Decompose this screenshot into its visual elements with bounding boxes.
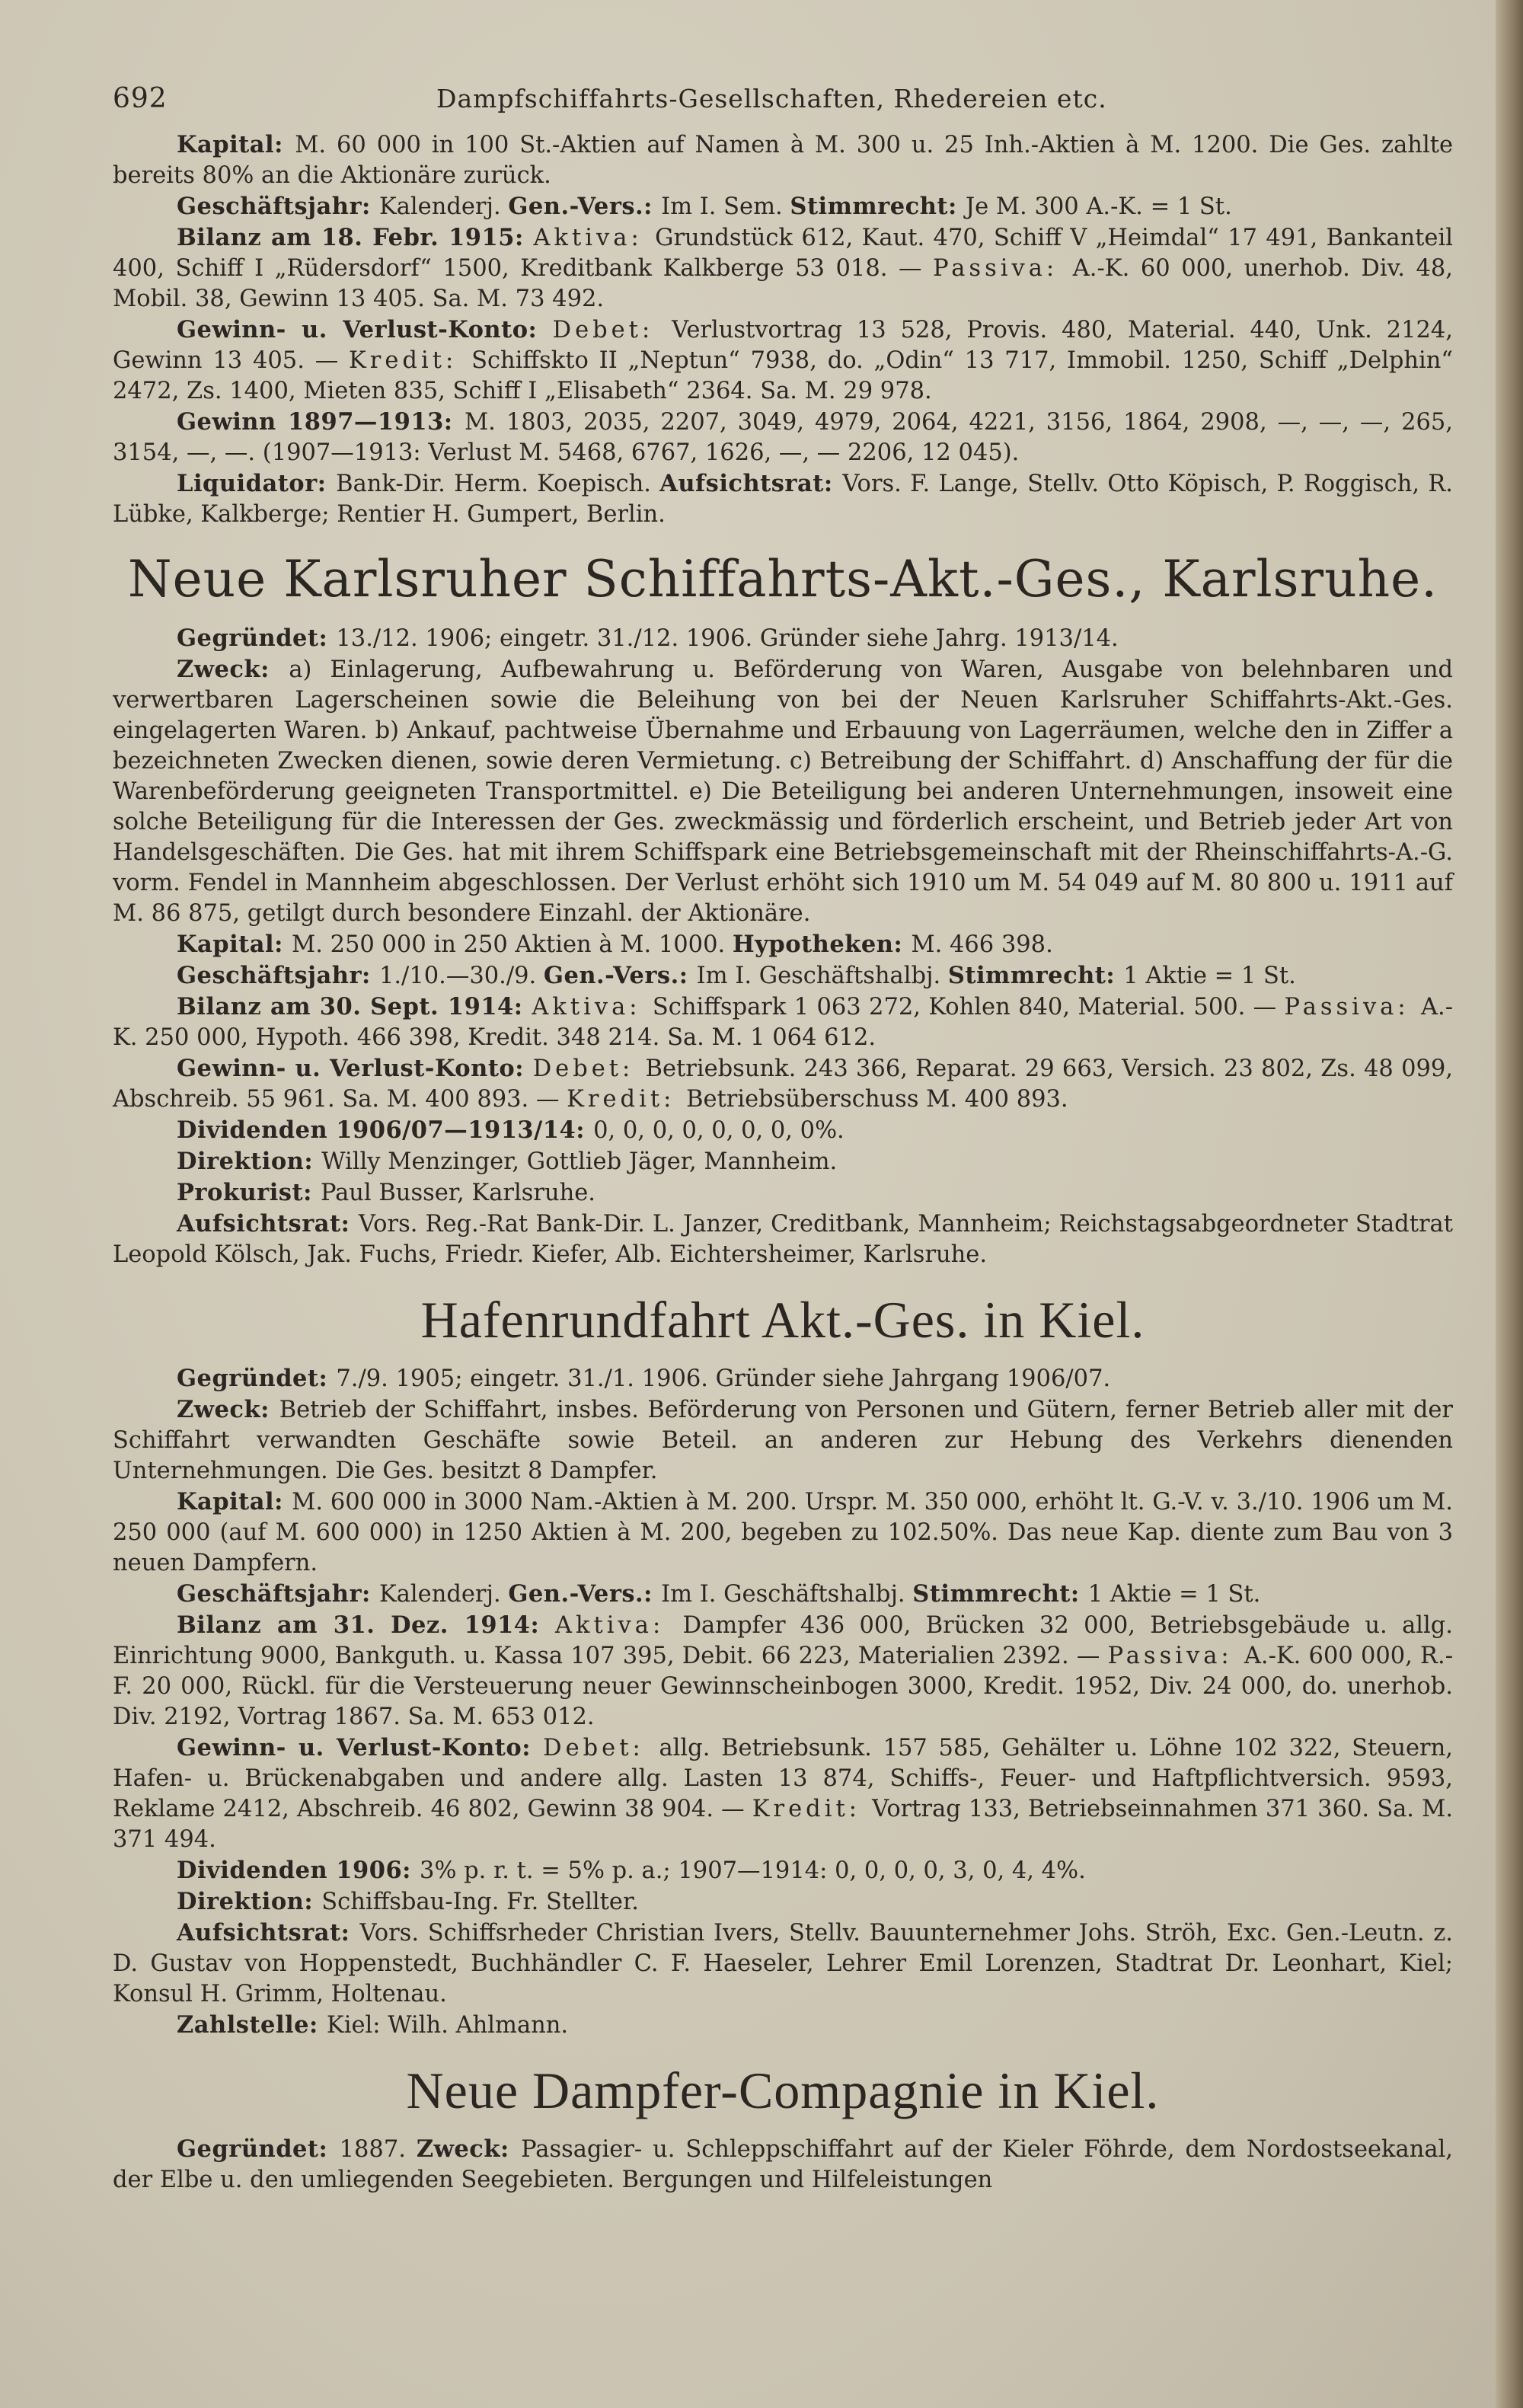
field-text: Grundstück 612, Kaut. 470, Schiff V „Heimdal“ 17 491, Bankanteil 400, Schiff I „Rüdersdorf“ 1500, Kreditbank Kalkberge 53 018. — [113,225,1453,282]
field-label: Gegründet: [177,624,337,652]
field-text: Schiffsbau-Ing. Fr. Stellter. [321,1889,639,1915]
entry-paragraph [113,468,1453,530]
entry-paragraph [113,623,1453,654]
entry-paragraph [113,1053,1453,1115]
field-text: A.-K. 600 000, R.-F. 20 000, Rückl. für die Versteuerung neuer Gewinnscheinbogen 3000, Kredit. 1952, Div. 24 000, do. unerhob. Div. 2192, Vortrag 1867. Sa. M. 653 012. [113,1643,1454,1730]
field-text: 1 Aktie = 1 St. [1087,1581,1261,1608]
entry-paragraph [113,129,1453,191]
field-label: Gegründet: [177,1365,337,1392]
spaced-label: Kredit: [349,347,472,374]
field-text: A.-K. 250 000, Hypoth. 466 398, Kredit. 348 214. Sa. M. 1 064 612. [113,994,1454,1051]
spaced-label: Passiva: [1284,994,1421,1020]
company-entry [113,2058,1453,2196]
spaced-label: Debet: [532,1055,646,1082]
spaced-label: Passiva: [933,255,1073,282]
field-text: M. 60 000 in 100 St.-Aktien auf Namen à M. 300 u. 25 Inh.-Aktien à M. 1200. Die Ges. zahlte bereits 80% an die Aktionäre zurück. [113,132,1454,189]
field-text: Im I. Geschäftshalbj. [696,963,948,989]
field-text: Bank-Dir. Herm. Koepisch. [336,471,660,497]
running-head [113,84,1453,129]
entry-paragraph [113,1886,1453,1918]
entry-paragraph [113,1733,1453,1855]
page-content [113,84,1453,2196]
field-label: Dividenden 1906/07—1913/14: [177,1116,594,1144]
entry-paragraph [113,929,1453,960]
entry-paragraph [113,654,1453,929]
field-label: Geschäftsjahr: [177,962,379,989]
field-label: Stimmrecht: [947,962,1124,989]
field-label: Bilanz am 30. Sept. 1914: [177,993,532,1020]
field-text: Im I. Geschäftshalbj. [661,1581,913,1608]
field-label: Zahlstelle: [177,2011,327,2039]
spaced-label: Aktiva: [555,1612,683,1639]
field-label: Zweck: [416,2135,522,2163]
field-text: Betrieb der Schiffahrt, insbes. Beförderung von Personen und Gütern, ferner Betrieb aller mit der Schiffahrt verwandten Geschäfte sowie Beteil. an anderen zur Hebung des Verkehrs dienenden Unternehmungen. Die Ges. besitzt 8 Dampfer. [113,1397,1453,1484]
field-text: 1./10.—30./9. [378,963,544,989]
field-label: Aufsichtsrat: [659,470,843,497]
entry-paragraph [113,2134,1453,2196]
field-text: Schiffspark 1 063 272, Kohlen 840, Material. 500. — [652,994,1285,1020]
field-label: Liquidator: [177,470,337,497]
entry-paragraph [113,1394,1453,1487]
entry-paragraph [113,1177,1453,1209]
field-label: Kapital: [177,931,292,958]
field-text: Kalenderj. [378,1581,509,1608]
company-title: Hafenrundfahrt Akt.-Ges. in Kiel. [420,1291,1145,1349]
running-title: Dampfschiffahrts-Gesellschaften, Rhedereien etc. [436,84,1107,113]
field-text: a) Einlagerung, Aufbewahrung u. Beförderung von Waren, Ausgabe von belehnbaren und verwertbaren Lagerscheinen sowie die Beleihung von bei der Neuen Karlsruher Schiffahrts-Akt.-Ges. eingelagerten Waren. b) Ankauf, pachtweise Übernahme und Erbauung von Lagerräumen, welche den in Ziffer a bezeichneten Zwecken dienen, sowie deren Vermietung. c) Betreibung der Schiffahrt. d) Anschaffung der für die Warenbeförderung geeigneten Transportmittel. e) Die Beteiligung bei anderen Unternehmungen, insoweit eine solche Beteiligung für die Interessen der Ges. zweckmässig und förderlich erscheint, und Betrieb jeder Art von Handelsgeschäften. Die Ges. hat mit ihrem Schiffspark eine Betriebsgemeinschaft mit der Rheinschiffahrts-A.-G. vorm. Fendel in Mannheim abgeschlossen. Der Verlust erhöht sich 1910 um M. 54 049 auf M. 80 800 u. 1911 auf M. 86 875, getilgt durch besondere Einzahl. der Aktionäre. [113,656,1453,927]
field-text: A.-K. 60 000, unerhob. Div. 48, Mobil. 38, Gewinn 13 405. Sa. M. 73 492. [113,255,1453,312]
entry-paragraph [113,191,1453,222]
entry-paragraph [113,222,1453,315]
spaced-label: Debet: [543,1735,659,1761]
field-label: Geschäftsjahr: [177,1580,379,1608]
entry-paragraph [113,1918,1453,2010]
field-label: Gewinn 1897—1913: [177,408,465,436]
spaced-label: Kredit: [752,1796,873,1822]
entry-paragraph [113,315,1453,407]
field-text: Betriebsüberschuss M. 400 893. [686,1086,1068,1113]
field-label: Dividenden 1906: [177,1857,420,1884]
company-entry [113,129,1453,530]
field-label: Direktion: [177,1888,322,1915]
field-text: Schiffskto II „Neptun“ 7938, do. „Odin“ 13 717, Immobil. 1250, Schiff „Delphin“ 2472, Zs. 1400, Mieten 835, Schiff I „Elisabeth“ 2364. Sa. M. 29 978. [113,347,1454,404]
field-label: Gen.-Vers.: [508,193,662,220]
entry-paragraph [113,1146,1453,1177]
field-label: Kapital: [177,131,295,158]
field-text: M. 466 398. [911,931,1053,958]
field-text: 7./9. 1905; eingetr. 31./1. 1906. Gründer siehe Jahrgang 1906/07. [336,1365,1111,1392]
entry-paragraph [113,407,1453,468]
spaced-label: Debet: [552,317,672,343]
field-text: Paul Busser, Karlsruhe. [320,1180,595,1206]
field-label: Gegründet: [177,2135,340,2163]
book-spine-shadow [1496,0,1523,2408]
spaced-label: Passiva: [1107,1643,1244,1669]
entry-paragraph [113,1855,1453,1886]
field-label: Stimmrecht: [912,1580,1088,1608]
field-text: Vors. Schiffsrheder Christian Ivers, Stellv. Bauunternehmer Johs. Ströh, Exc. Gen.-Leutn. z. D. Gustav von Hoppenstedt, Buchhändler C. F. Haeseler, Lehrer Emil Lorenzen, Stadtrat Dr. Leonhart, Kiel; Konsul H. Grimm, Holtenau. [113,1920,1453,2007]
field-label: Gewinn- u. Verlust-Konto: [177,1734,544,1761]
field-text: Kiel: Wilh. Ahlmann. [326,2012,569,2039]
field-text: Vortrag 133, Betriebseinnahmen 371 360. Sa. M. 371 494. [113,1796,1454,1853]
field-text: Betriebsunk. 243 366, Reparat. 29 663, Versich. 23 802, Zs. 48 099, Abschreib. 55 961. Sa. M. 400 893. — [113,1055,1453,1113]
field-label: Aufsichtsrat: [177,1919,360,1947]
field-label: Stimmrecht: [790,193,966,220]
field-label: Hypotheken: [732,931,912,958]
entry-paragraph [113,1610,1453,1733]
spaced-label: Aktiva: [533,225,656,251]
entry-paragraph [113,1363,1453,1394]
field-label: Bilanz am 31. Dez. 1914: [177,1611,556,1639]
field-label: Gen.-Vers.: [508,1580,662,1608]
field-label: Geschäftsjahr: [177,193,379,220]
field-label: Gewinn- u. Verlust-Konto: [177,316,553,343]
field-text: Vors. F. Lange, Stellv. Otto Köpisch, P. Roggisch, R. Lübke, Kalkberge; Rentier H. Gumpert, Berlin. [113,471,1453,528]
field-label: Kapital: [177,1488,292,1515]
field-text: 0, 0, 0, 0, 0, 0, 0, 0%. [593,1117,845,1144]
spaced-label: Aktiva: [532,994,653,1020]
field-label: Zweck: [177,1396,279,1423]
entry-paragraph [113,1579,1453,1610]
entry-paragraph [113,960,1453,992]
field-text: M. 250 000 in 250 Aktien à M. 1000. [292,931,733,958]
company-entry [113,547,1453,1270]
field-text: allg. Betriebsunk. 157 585, Gehälter u. Löhne 102 322, Steuern, Hafen- u. Brückenabgaben und andere allg. Lasten 13 874, Schiffs-, Feuer- und Haftpflichtversich. 9593, Reklame 2412, Abschreib. 46 802, Gewinn 38 904. — [113,1735,1453,1822]
field-text: Dampfer 436 000, Brücken 32 000, Betriebsgebäude u. allg. Einrichtung 9000, Bankguth. u. Kassa 107 395, Debit. 66 223, Materialien 2392. — [113,1612,1453,1669]
page-number: 692 [113,83,168,114]
field-text: 1 Aktie = 1 St. [1123,963,1296,989]
spaced-label: Kredit: [567,1086,687,1113]
field-text: 13./12. 1906; eingetr. 31./12. 1906. Gründer siehe Jahrg. 1913/14. [336,625,1119,652]
field-label: Bilanz am 18. Febr. 1915: [177,224,534,251]
entry-paragraph [113,2010,1453,2041]
field-text: Verlustvortrag 13 528, Provis. 480, Material. 440, Unk. 2124, Gewinn 13 405. — [113,317,1453,374]
field-text: Vors. Reg.-Rat Bank-Dir. L. Janzer, Creditbank, Mannheim; Reichstagsabgeordneter Stadtrat Leopold Kölsch, Jak. Fuchs, Friedr. Kiefer, Alb. Eichtersheimer, Karlsruhe. [113,1211,1453,1268]
field-text: Kalenderj. [378,193,509,220]
entry-paragraph [113,1487,1453,1579]
field-label: Gewinn- u. Verlust-Konto: [177,1055,533,1082]
field-text: Passagier- u. Schleppschiffahrt auf der Kieler Föhrde, dem Nordostseekanal, der Elbe u. den umliegenden Seegebieten. Bergungen und Hilfeleistungen [113,2136,1453,2193]
field-text: Im I. Sem. [661,193,790,220]
field-text: 1887. [339,2136,417,2163]
field-text: 3% p. r. t. = 5% p. a.; 1907—1914: 0, 0, 0, 0, 3, 0, 4, 4%. [420,1857,1086,1884]
field-text: M. 1803, 2035, 2207, 3049, 4979, 2064, 4221, 3156, 1864, 2908, —, —, —, 265, 3154, —, —. (1907—1913: Verlust M. 5468, 6767, 1626, —, — 2206, 12 045). [113,409,1453,466]
entry-paragraph [113,1209,1453,1270]
company-entry [113,1287,1453,2041]
entry-paragraph [113,992,1453,1053]
field-label: Prokurist: [177,1179,321,1206]
company-title: Neue Karlsruher Schiffahrts-Akt.-Ges., Karlsruhe. [127,550,1438,608]
entry-paragraph [113,1115,1453,1146]
field-label: Gen.-Vers.: [543,962,697,989]
field-text: Je M. 300 A.-K. = 1 St. [965,193,1232,220]
company-entries [113,129,1453,2196]
field-text: Willy Menzinger, Gottlieb Jäger, Mannheim. [321,1148,838,1175]
company-title: Neue Dampfer-Compagnie in Kiel. [406,2061,1160,2119]
field-text: M. 600 000 in 3000 Nam.-Aktien à M. 200. Urspr. M. 350 000, erhöht lt. G.-V. v. 3./10. 1906 um M. 250 000 (auf M. 600 000) in 1250 Aktien à M. 200, begeben zu 102.50%. Das neue Kap. diente zum Bau von 3 neuen Dampfern. [113,1489,1453,1576]
field-label: Direktion: [177,1148,322,1175]
field-label: Aufsichtsrat: [177,1210,359,1238]
field-label: Zweck: [177,656,289,683]
